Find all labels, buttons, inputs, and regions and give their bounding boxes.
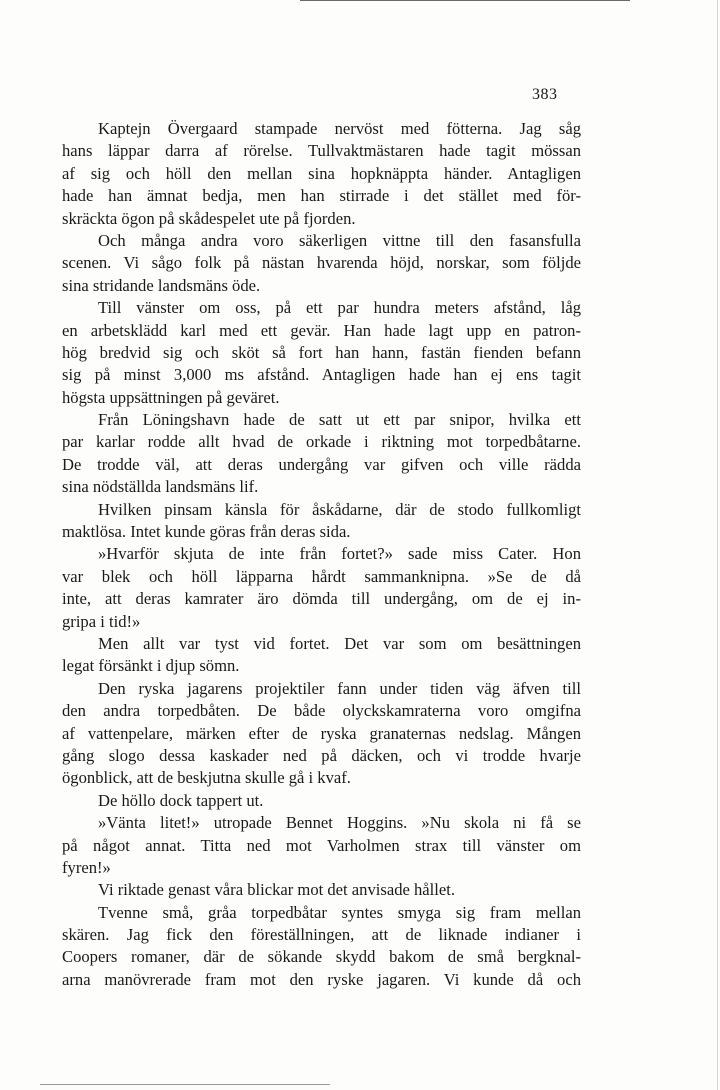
text-line: legat försänkt i djup sömn. xyxy=(62,656,240,676)
text-line: fyren!» xyxy=(62,857,111,877)
text-line: hade han ämnat bedja, men han stirrade i det stället med för- xyxy=(62,186,581,206)
text-line: Den ryska jagarens projektiler fann under tiden väg äfven till xyxy=(98,678,581,698)
text-line: Kaptejn Övergaard stampade nervöst med fötterna. Jag såg xyxy=(98,119,581,138)
text-line: sina nödställda landsmäns lif. xyxy=(62,477,259,497)
text-line: »Hvarför skjuta de inte från fortet?» sade miss Cater. Hon xyxy=(98,544,581,564)
text-line: af vattenpelare, märken efter de ryska granaternas nedslag. Mången xyxy=(62,723,581,743)
text-line: var blek och höll läpparna hårdt sammanknipna. »Se de då xyxy=(62,566,581,586)
text-line: De trodde väl, att deras undergång var gifven och ville rädda xyxy=(62,454,581,474)
text-line: gång slogo dessa kaskader ned på däcken, och vi trodde hvarje xyxy=(62,745,581,765)
text-line: »Vänta litet!» utropade Bennet Hoggins. »Nu skola ni få se xyxy=(98,813,581,833)
text-line: hög bredvid sig och sköt så fort han hann, fastän fienden befann xyxy=(62,342,581,362)
text-line: Hvilken pinsam känsla för åskådarne, där de stodo fullkomligt xyxy=(98,499,581,519)
text-line: den andra torpedbåten. De både olyckskamraterna voro omgifna xyxy=(62,701,581,721)
text-line: sig på minst 3,000 ms afstånd. Antagligen hade han ej ens tagit xyxy=(62,365,581,385)
text-line: skräckta ögon på skådespelet ute på fjorden. xyxy=(62,208,356,228)
text-line: en arbetsklädd karl med ett gevär. Han hade lagt upp en patron- xyxy=(62,320,581,340)
text-line: Coopers romaner, där de sökande skydd bakom de små bergknal- xyxy=(62,947,581,967)
scan-edge-top xyxy=(300,0,630,1)
text-line: arna manövrerade fram mot den ryske jagaren. Vi kunde då och xyxy=(62,969,581,989)
text-line: Och många andra voro säkerligen vittne till den fasansfulla xyxy=(98,230,581,250)
text-line: på något annat. Titta ned mot Varholmen strax till vänster om xyxy=(62,835,581,855)
text-line: Från Löningshavn hade de satt ut ett par snipor, hvilka ett xyxy=(98,410,581,430)
text-line: ögonblick, att de beskjutna skulle gå i kvaf. xyxy=(62,768,351,788)
text-line: Men allt var tyst vid fortet. Det var som om besättningen xyxy=(98,633,581,653)
text-line: af sig och höll den mellan sina hopknäppta händer. Antagligen xyxy=(62,163,581,183)
body-text xyxy=(62,118,581,991)
text-line: maktlösa. Intet kunde göras från deras sida. xyxy=(62,522,351,542)
text-line: sina stridande landsmäns öde. xyxy=(62,275,261,295)
scan-edge-right xyxy=(717,0,718,1090)
text-line: par karlar rodde allt hvad de orkade i riktning mot torpedbåtarne. xyxy=(62,432,581,452)
page-number: 383 xyxy=(532,86,558,103)
text-line: Till vänster om oss, på ett par hundra meters afstånd, låg xyxy=(98,298,581,318)
text-line: hans läppar darra af rörelse. Tullvaktmästaren hade tagit mössan xyxy=(62,141,581,161)
text-line: scenen. Vi sågo folk på nästan hvarenda höjd, norskar, som följde xyxy=(62,253,581,273)
text-line: De höllo dock tappert ut. xyxy=(98,790,264,810)
text-line: högsta uppsättningen på geväret. xyxy=(62,387,280,407)
text-line: inte, att deras kamrater äro dömda till undergång, om de ej in- xyxy=(62,589,581,609)
scan-edge-bottom xyxy=(40,1084,330,1085)
text-line: Vi riktade genast våra blickar mot det anvisade hållet. xyxy=(98,880,456,900)
text-line: gripa i tid!» xyxy=(62,611,141,631)
text-line: skären. Jag fick den föreställningen, att de liknade indianer i xyxy=(62,925,581,945)
text-line: Tvenne små, gråa torpedbåtar syntes smyga sig fram mellan xyxy=(98,902,581,922)
